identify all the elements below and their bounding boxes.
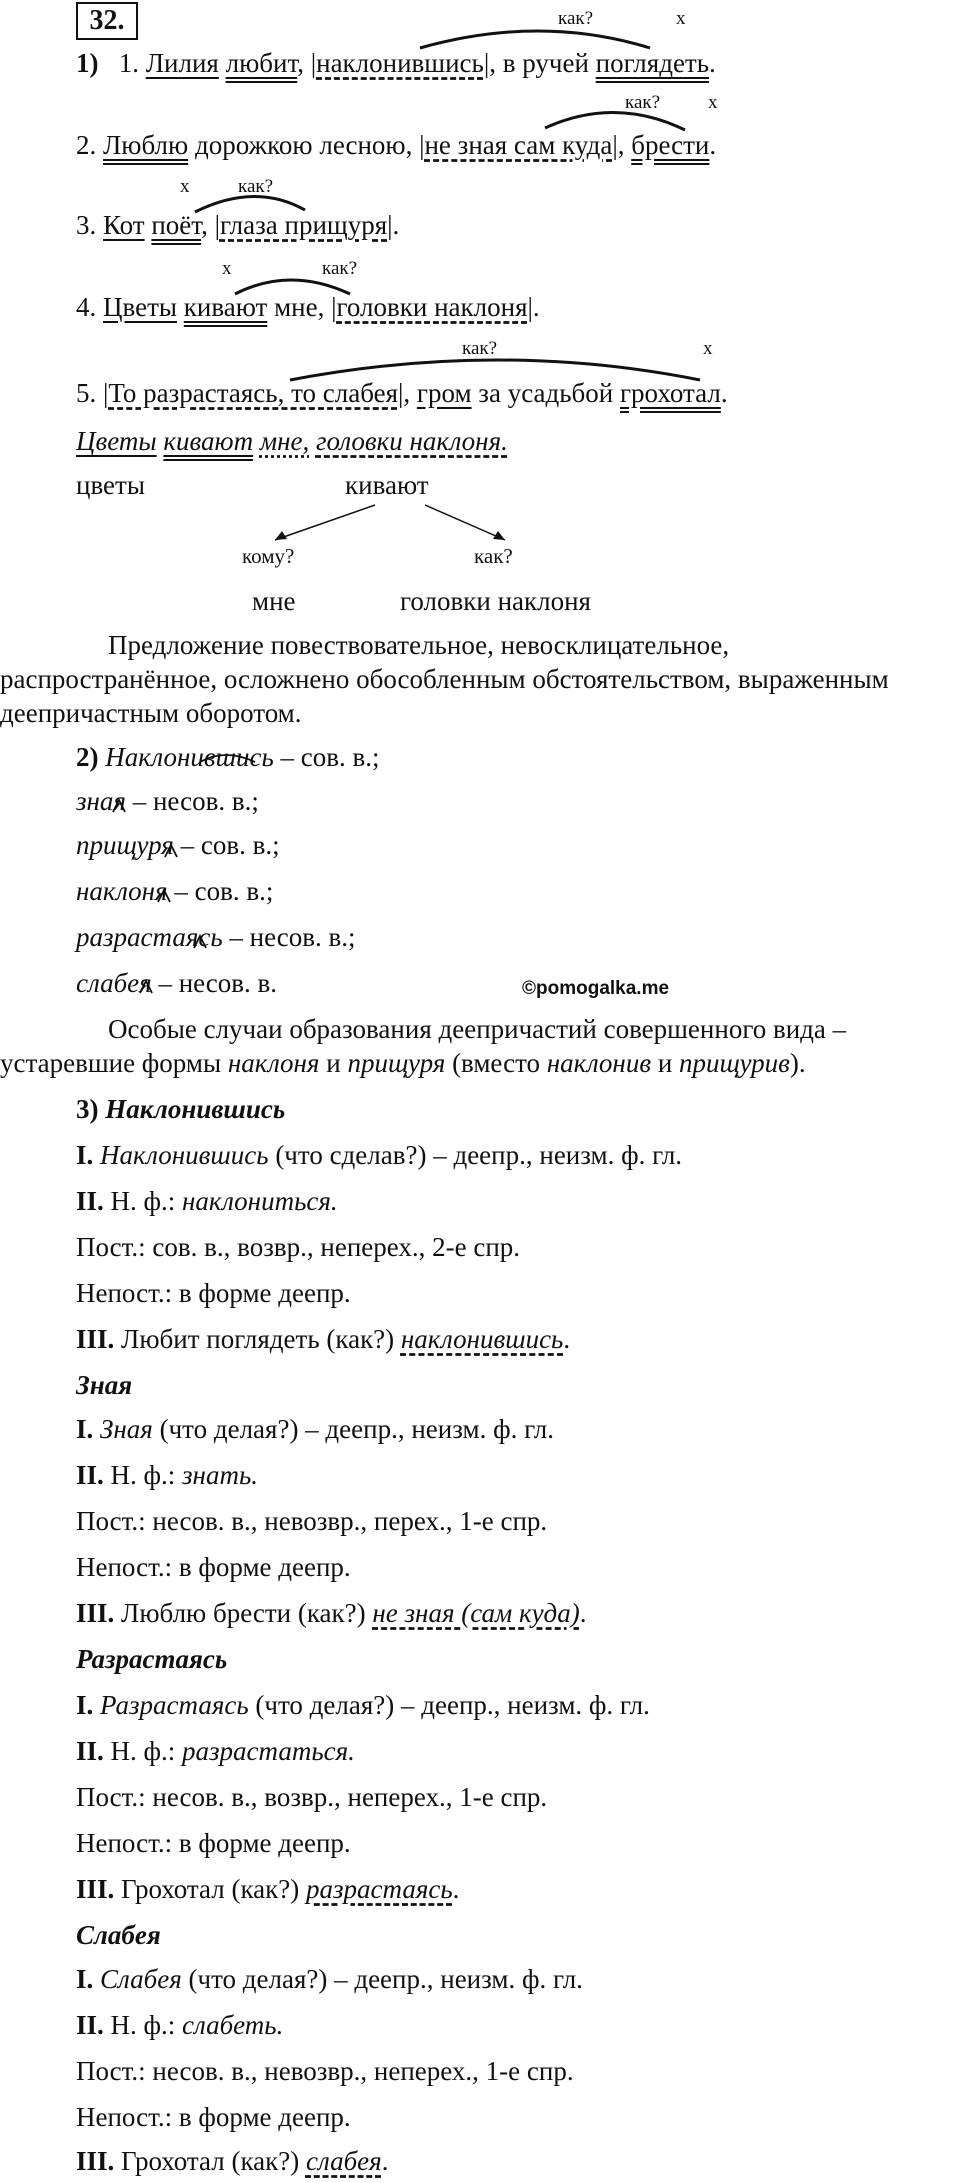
block3-post: Пост.: несов. в., возвр., неперех., 1-е спр. <box>76 1782 548 1812</box>
sentence-4: 4. Цветы кивают мне, |головки наклоня|. <box>76 292 540 322</box>
description-1: Предложение повествовательное, невосклицательное, <box>108 630 730 660</box>
sentence-1: 1) 1. Лилия любит, |наклонившись|, в ручей поглядеть. <box>76 48 716 78</box>
scheme-arrow-left <box>275 505 375 540</box>
task-number: 32. <box>76 2 138 40</box>
block3-iii: III. Грохотал (как?) разрастаясь. <box>76 1874 460 1904</box>
block1-ii: II. Н. ф.: наклониться. <box>76 1186 338 1216</box>
block1-post: Пост.: сов. в., возвр., неперех., 2-е спр. <box>76 1232 521 1262</box>
scheme-predicate: кивают <box>345 470 429 500</box>
scheme-subject: цветы <box>76 470 145 500</box>
part2-item-6: слабея – несов. в. <box>76 968 278 998</box>
part3-block-1-title: 3) Наклонившись <box>76 1094 286 1124</box>
block3-i: I. Разрастаясь (что делая?) – деепр., неизм. ф. гл. <box>76 1690 650 1720</box>
block2-title: Зная <box>76 1370 133 1400</box>
block2-post: Пост.: несов. в., невозвр., перех., 1-е спр. <box>76 1506 548 1536</box>
block3-nepost: Непост.: в форме деепр. <box>76 1828 351 1858</box>
block3-ii: II. Н. ф.: разрастаться. <box>76 1736 355 1766</box>
part2-item-2: зная – несов. в.; <box>76 786 259 816</box>
part1-label: 1) <box>76 48 99 78</box>
note-line-1: Особые случаи образования деепричастий совершенного вида – <box>108 1014 847 1044</box>
block2-nepost: Непост.: в форме деепр. <box>76 1552 351 1582</box>
part2-item-1: 2) Наклонившись – сов. в.; <box>76 742 380 772</box>
scheme-left: мне <box>252 586 296 616</box>
note-line-2: устаревшие формы наклоня и прищуря (вместо наклонив и прищурив). <box>0 1048 806 1078</box>
block1-iii: III. Любит поглядеть (как?) наклонившись. <box>76 1324 571 1354</box>
block4-post: Пост.: несов. в., невозвр., неперех., 1-е спр. <box>76 2056 574 2086</box>
block1-nepost: Непост.: в форме деепр. <box>76 1278 351 1308</box>
block2-iii: III. Люблю брести (как?) не зная (сам куда). <box>76 1598 587 1628</box>
block4-title: Слабея <box>76 1920 161 1950</box>
block2-ii: II. Н. ф.: знать. <box>76 1460 258 1490</box>
part2-item-4: наклоня – сов. в.; <box>76 876 274 906</box>
block2-i: I. Зная (что делая?) – деепр., неизм. ф. гл. <box>76 1414 555 1444</box>
watermark: ©pomogalka.me <box>522 978 670 999</box>
italic-sentence: Цветы кивают мне, головки наклоня. <box>76 426 508 456</box>
scheme-right: головки наклоня <box>400 586 591 616</box>
sentence-2: 2. Люблю дорожкою лесною, |не зная сам куда|, брести. <box>76 130 717 160</box>
sentence-5: 5. |То разрастаясь, то слабея|, гром за усадьбой грохотал. <box>76 378 728 408</box>
scheme-q-left: кому? <box>242 544 295 568</box>
block4-i: I. Слабея (что делая?) – деепр., неизм. ф. гл. <box>76 1964 583 1994</box>
sentence-3: 3. Кот поёт, |глаза прищуря|. <box>76 210 400 240</box>
description-3: деепричастным оборотом. <box>0 698 302 728</box>
block4-nepost: Непост.: в форме деепр. <box>76 2102 351 2132</box>
block3-title: Разрастаясь <box>76 1644 228 1674</box>
scheme-arrow-right <box>425 505 505 540</box>
block4-iii: III. Грохотал (как?) слабея. <box>76 2146 389 2176</box>
description-2: распространённое, осложнено обособленным обстоятельством, выраженным <box>0 664 889 694</box>
block1-i: I. Наклонившись (что сделав?) – деепр., неизм. ф. гл. <box>76 1140 683 1170</box>
part2-item-3: прищуря – сов. в.; <box>76 830 280 860</box>
block4-ii: II. Н. ф.: слабеть. <box>76 2010 284 2040</box>
part2-item-5: разрастаясь – несов. в.; <box>76 922 356 952</box>
scheme-q-right: как? <box>474 544 513 568</box>
